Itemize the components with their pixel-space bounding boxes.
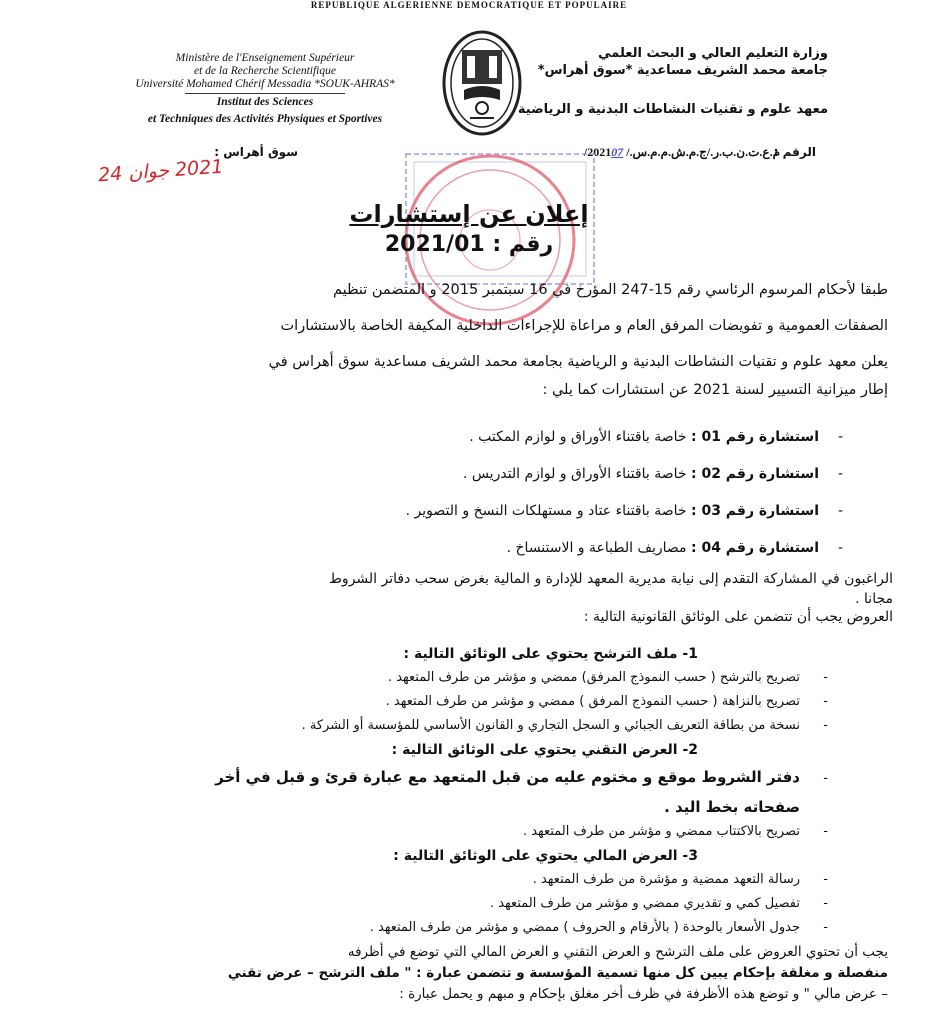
fr-institute-line-1: Institut des Sciences: [216, 96, 314, 108]
section-2-item-text: تصريح بالاكتتاب ممضي و مؤشر من طرف المتعهد .: [522, 824, 800, 839]
reference-number: [584, 145, 780, 160]
consultation-text: خاصة باقتناء عتاد و مستهلكات النسخ و التصوير .: [405, 503, 687, 519]
consultation-text: خاصة باقتناء الأوراق و لوازم المكتب .: [469, 429, 687, 445]
consultations-list: [103, 424, 843, 572]
closing-line: يجب أن تحتوي العروض على ملف الترشح و العرض التقني و العرض المالي التي توضع في أظرفه: [347, 944, 888, 960]
consultation-label: استشارة رقم 01 :: [690, 429, 819, 445]
section-2-item: -دفتر الشروط موقع و مختوم عليه من قبل المتعهد مع عبارة قرئ و قبل في أخر: [215, 768, 828, 786]
participation-line: العروض يجب أن تتضمن على الوثائق القانونية التالية :: [583, 609, 893, 625]
section-3-item: -رسالة التعهد ممضية و مؤشرة من طرف المتعهد .: [532, 872, 828, 887]
handwritten-date: 2021 جوان 24: [97, 155, 225, 187]
announcement-number: [0, 232, 938, 257]
section-2-title: 2- العرض التقني يحتوي على الوثائق التالية :: [391, 742, 698, 758]
title-number-label: رقم :: [492, 232, 554, 257]
section-1-title: 1- ملف الترشح يحتوي على الوثائق التالية :: [403, 646, 698, 662]
section-2-item: -تصريح بالاكتتاب ممضي و مؤشر من طرف المتعهد .: [522, 824, 828, 839]
title-main: إعلان عن إستشارات: [349, 200, 589, 228]
consultation-label: استشارة رقم 03 :: [690, 503, 819, 519]
section-3-item: -جدول الأسعار بالوحدة ( بالأرقام و الحروف ) ممضي و مؤشر من طرف المتعهد .: [369, 920, 828, 935]
section-1-item-text: تصريح بالترشح ( حسب النموذج المرفق) ممضي و مؤشر من طرف المتعهد .: [387, 670, 800, 685]
section-3-item-text: رسالة التعهد ممضية و مؤشرة من طرف المتعهد .: [532, 872, 800, 887]
fr-institute-line-2: et Techniques des Activités Physiques et Sportives: [147, 113, 383, 125]
closing-line: – عرض مالي " و توضع هذه الأظرفة في ظرف أخر مغلق بإحكام و مبهم و يحمل عبارة :: [399, 986, 888, 1002]
section-2-item-cont-text: صفحاته بخط اليد .: [664, 798, 800, 816]
place-label: سوق أهراس :: [214, 145, 298, 159]
consultation-item: -استشارة رقم 04 : مصاريف الطباعة و الاستنساخ .: [506, 540, 843, 556]
consultation-text: خاصة باقتناء الأوراق و لوازم التدريس .: [462, 466, 687, 482]
intro-line: طبقا لأحكام المرسوم الرئاسي رقم 15-247 المؤرخ في 16 سبتمبر 2015 و المتضمن تنظيم: [332, 282, 888, 298]
section-1-item: -تصريح بالنزاهة ( حسب النموذج المرفق ) ممضي و مؤشر من طرف المتعهد .: [385, 694, 828, 709]
fr-university-line: Université Mohamed Chérif Messadia *SOUK-AHRAS*: [135, 78, 395, 90]
participation-line: الراغبون في المشاركة التقدم إلى نيابة مديرية المعهد للإدارة و المالية بغرض سحب دفاتر الشروط: [328, 571, 893, 587]
section-3-item-text: تفصيل كمي و تقديري ممضي و مؤشر من طرف المتعهد .: [489, 896, 800, 911]
consultation-item: -استشارة رقم 02 : خاصة باقتناء الأوراق و لوازم التدريس .: [462, 466, 843, 482]
intro-paragraph: [108, 272, 888, 400]
section-1-item-text: تصريح بالنزاهة ( حسب النموذج المرفق ) ممضي و مؤشر من طرف المتعهد .: [385, 694, 800, 709]
fr-research-line: et de la Recherche Scientifique: [194, 65, 336, 77]
intro-line: إطار ميزانية التسيير لسنة 2021 عن استشارات كما يلي :: [542, 382, 888, 398]
consultation-label: استشارة رقم 02 :: [690, 466, 819, 482]
consultation-label: استشارة رقم 04 :: [690, 540, 819, 556]
closing-line: منفصلة و مغلقة بإحكام يبين كل منها تسمية المؤسسة و تتضمن عبارة : " ملف الترشح – عرض تقني: [227, 965, 888, 981]
consultation-text: مصاريف الطباعة و الاستنساخ .: [506, 540, 687, 556]
reference-number-text: /م.ع.ت.ن.ب.ر./ج.م.ش.م.م.س./ 2021: [583, 145, 780, 159]
section-2-item-continued: [100, 798, 800, 816]
reference-label: الرقم :: [773, 145, 816, 159]
consultation-item: -استشارة رقم 03 : خاصة باقتناء عتاد و مستهلكات النسخ و التصوير .: [405, 503, 843, 519]
intro-line: يعلن معهد علوم و تقنيات النشاطات البدنية و الرياضية بجامعة محمد الشريف مساعدية سوق أهراس في: [268, 354, 888, 370]
handwritten-reference: 07: [611, 145, 624, 159]
title-number: 2021/01: [384, 232, 485, 257]
section-3-item-text: جدول الأسعار بالوحدة ( بالأرقام و الحروف ) ممضي و مؤشر من طرف المتعهد .: [369, 920, 800, 935]
section-1-item: -نسخة من بطاقة التعريف الجبائي و السجل التجاري و القانون الأساسي للمؤسسة أو الشركة .: [301, 718, 828, 733]
closing-paragraph: [58, 942, 888, 1005]
ar-institute: معهد علوم و تقنيات النشاطات البدنية و الرياضية: [517, 102, 828, 117]
fr-ministry-line: Ministère de l'Enseignement Supérieur: [175, 52, 355, 64]
intro-line: الصفقات العمومية و تفويضات المرفق العام و مراعاة للإجراءات الداخلية المكيفة الخاصة بالاستشارات: [280, 318, 888, 334]
section-3-title: 3- العرض المالي يحتوي على الوثائق التالية :: [393, 848, 698, 864]
consultation-item: -استشارة رقم 01 : خاصة باقتناء الأوراق و لوازم المكتب .: [469, 429, 843, 445]
ar-university: جامعة محمد الشريف مساعدية *سوق أهراس*: [537, 63, 828, 78]
announcement-title: [0, 200, 938, 228]
section-1-item-text: نسخة من بطاقة التعريف الجبائي و السجل التجاري و القانون الأساسي للمؤسسة أو الشركة .: [301, 718, 800, 733]
ar-ministry: وزارة التعليم العالي و البحث العلمي: [598, 46, 828, 61]
fr-divider: [185, 93, 345, 94]
participation-paragraph: [73, 568, 893, 626]
french-header: [120, 52, 410, 126]
section-1-item: -تصريح بالترشح ( حسب النموذج المرفق) ممضي و مؤشر من طرف المتعهد .: [387, 670, 828, 685]
arabic-header: [498, 45, 828, 118]
republic-header: REPUBLIQUE ALGERIENNE DEMOCRATIQUE ET POPULAIRE: [310, 0, 628, 10]
section-3-item: -تفصيل كمي و تقديري ممضي و مؤشر من طرف المتعهد .: [489, 896, 828, 911]
participation-line: مجانا .: [855, 591, 893, 607]
section-2-item-text: دفتر الشروط موقع و مختوم عليه من قبل المتعهد مع عبارة قرئ و قبل في أخر: [215, 768, 800, 786]
